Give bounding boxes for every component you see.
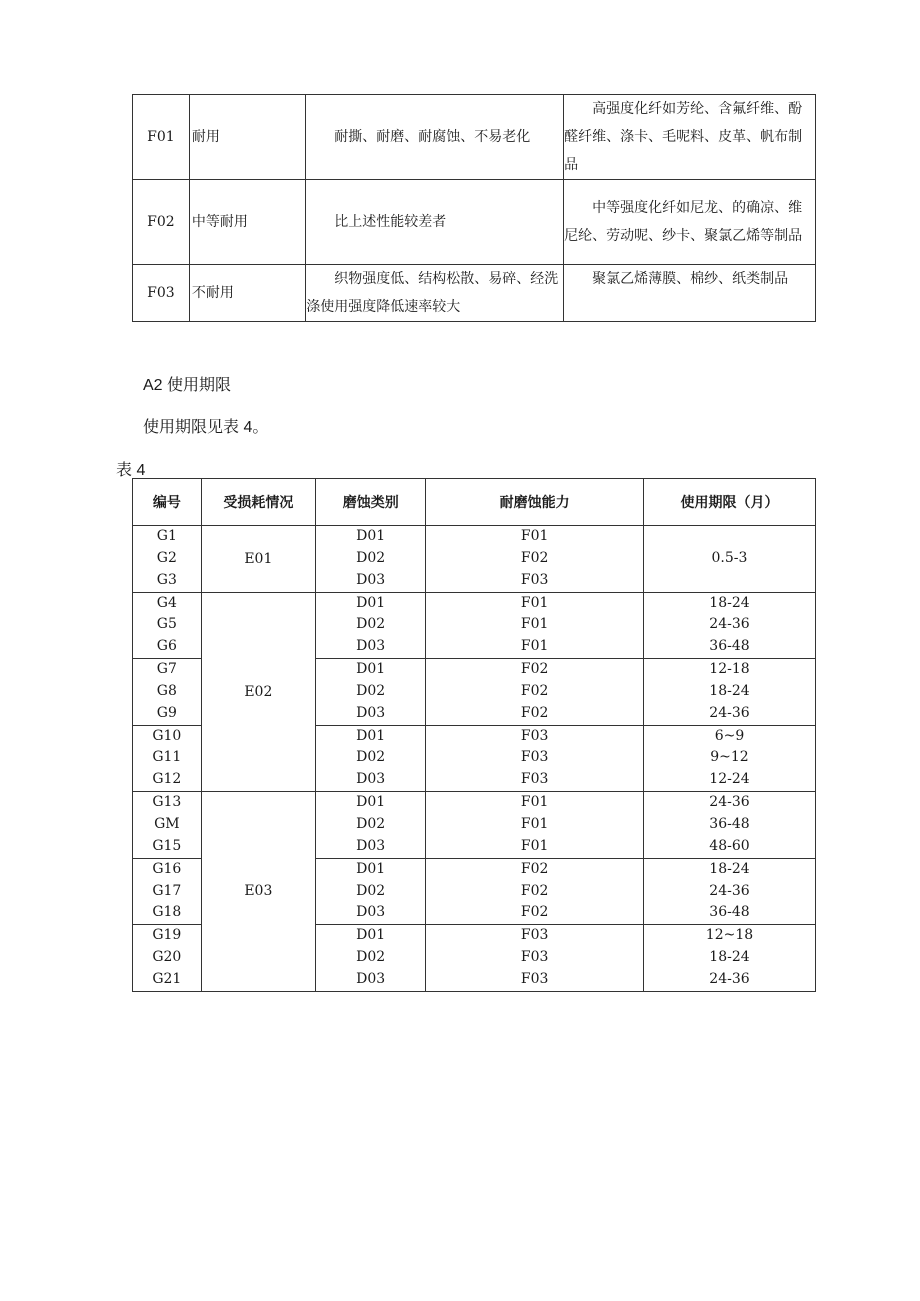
code-cell: [133, 659, 202, 726]
cell-line: D03: [356, 837, 386, 854]
cell-line: G8: [156, 682, 177, 699]
period-cell: [643, 725, 815, 792]
table-row: [133, 95, 816, 180]
cell-line: F03: [520, 949, 549, 966]
cell-line: D03: [356, 970, 386, 987]
cell-line: G10: [152, 727, 182, 744]
cell-line: D01: [356, 794, 386, 811]
cell-line: G2: [156, 549, 177, 566]
durability-table: [132, 94, 816, 322]
cell-line: D03: [356, 638, 386, 655]
cell-line: GM: [154, 815, 180, 832]
code-cell: [133, 925, 202, 992]
code-cell: F01: [133, 95, 190, 180]
class-cell: [316, 526, 426, 593]
class-cell: [316, 592, 426, 659]
cell-line: 24-36: [709, 794, 750, 811]
cell-line: F01: [520, 638, 549, 655]
service-life-table: [132, 478, 816, 992]
cell-line: D01: [356, 727, 386, 744]
cell-line: F03: [520, 571, 549, 588]
cell-line: F03: [520, 749, 549, 766]
cell-line: D03: [356, 904, 386, 921]
class-cell: [316, 725, 426, 792]
cell-line: G12: [152, 771, 182, 788]
cell-line: F02: [520, 904, 549, 921]
properties-cell: 织物强度低、结构松散、易碎、经洗涤使用强度降低速率较大: [306, 265, 564, 322]
code-cell: [133, 792, 202, 859]
cell-line: F01: [520, 594, 549, 611]
table-row: [133, 265, 816, 322]
class-cell: [316, 858, 426, 925]
code-cell: F02: [133, 180, 190, 265]
ability-cell: [426, 925, 644, 992]
cell-line: G18: [152, 904, 182, 921]
cell-line: D01: [356, 528, 386, 544]
cell-line: F03: [520, 970, 549, 987]
cell-line: 36-48: [709, 638, 750, 655]
cell-line: 0.5-3: [711, 549, 748, 566]
cell-line: G9: [156, 704, 177, 721]
table-row: [133, 180, 816, 265]
code-cell: [133, 725, 202, 792]
cell-line: F02: [520, 661, 549, 678]
period-cell: [643, 592, 815, 659]
ability-cell: [426, 725, 644, 792]
ability-cell: [426, 526, 644, 593]
cell-line: D01: [356, 860, 386, 877]
cell-line: 6~9: [714, 727, 745, 744]
cell-line: G13: [152, 794, 182, 811]
damage-cell: E02: [201, 592, 315, 792]
cell-line: F01: [520, 528, 549, 544]
ability-cell: [426, 792, 644, 859]
cell-line: D02: [356, 749, 386, 766]
period-cell: [643, 792, 815, 859]
cell-line: G20: [152, 949, 182, 966]
cell-line: D02: [356, 616, 386, 633]
cell-line: F03: [520, 927, 549, 944]
header-code: 编号: [133, 479, 202, 526]
cell-line: F01: [520, 837, 549, 854]
code-cell: [133, 858, 202, 925]
cell-line: F02: [520, 704, 549, 721]
cell-line: F02: [520, 549, 549, 566]
cell-line: F02: [520, 882, 549, 899]
cell-line: D03: [356, 571, 386, 588]
name-cell: 不耐用: [189, 265, 305, 322]
name-cell: 耐用: [189, 95, 305, 180]
cell-line: 36-48: [709, 904, 750, 921]
table-row: [133, 592, 816, 659]
cell-line: G21: [152, 970, 182, 987]
cell-line: F03: [520, 771, 549, 788]
cell-line: 12-24: [709, 771, 750, 788]
header-damage: 受损耗情况: [201, 479, 315, 526]
cell-line: 9~12: [710, 749, 749, 766]
cell-line: G3: [156, 571, 177, 588]
cell-line: 36-48: [709, 815, 750, 832]
cell-line: 18-24: [709, 860, 750, 877]
properties-cell: 耐撕、耐磨、耐腐蚀、不易老化: [306, 95, 564, 180]
period-cell: [643, 659, 815, 726]
cell-line: D02: [356, 682, 386, 699]
cell-line: G19: [152, 927, 182, 944]
properties-cell: 比上述性能较差者: [306, 180, 564, 265]
cell-line: D01: [356, 594, 386, 611]
cell-line: 18-24: [709, 682, 750, 699]
cell-line: F02: [520, 682, 549, 699]
cell-line: F01: [520, 616, 549, 633]
cell-line: 24-36: [709, 616, 750, 633]
ability-cell: [426, 858, 644, 925]
name-cell: 中等耐用: [189, 180, 305, 265]
section-heading: A2 使用期限: [143, 377, 232, 394]
cell-line: D02: [356, 549, 386, 566]
period-cell: [643, 526, 815, 593]
materials-cell: 高强度化纤如芳纶、含氟纤维、酚醛纤维、涤卡、毛呢料、皮革、帆布制品: [564, 95, 816, 180]
cell-line: 12-18: [709, 661, 750, 678]
cell-line: 24-36: [709, 970, 750, 987]
cell-line: 24-36: [709, 882, 750, 899]
materials-cell: 中等强度化纤如尼龙、的确凉、维尼纶、劳动呢、纱卡、聚氯乙烯等制品: [564, 180, 816, 265]
cell-line: 12~18: [705, 927, 754, 944]
header-row: [133, 479, 816, 526]
cell-line: 18-24: [709, 949, 750, 966]
cell-line: D02: [356, 949, 386, 966]
cell-line: 24-36: [709, 704, 750, 721]
cell-line: F01: [520, 794, 549, 811]
cell-line: D01: [356, 661, 386, 678]
header-ability: 耐磨蚀能力: [426, 479, 644, 526]
table-body: [133, 526, 816, 992]
damage-cell: E01: [201, 526, 315, 593]
cell-line: D03: [356, 771, 386, 788]
cell-line: G16: [152, 860, 182, 877]
code-cell: [133, 526, 202, 593]
cell-line: G17: [152, 882, 182, 899]
table-row: [133, 792, 816, 859]
cell-line: G6: [156, 638, 177, 655]
cell-line: D02: [356, 815, 386, 832]
table-row: [133, 526, 816, 593]
cell-line: F01: [520, 815, 549, 832]
class-cell: [316, 925, 426, 992]
code-cell: [133, 592, 202, 659]
section-intro: 使用期限见表 4。: [143, 419, 269, 436]
period-cell: [643, 925, 815, 992]
code-cell: F03: [133, 265, 190, 322]
cell-line: D02: [356, 882, 386, 899]
cell-line: 48-60: [709, 837, 750, 854]
period-cell: [643, 858, 815, 925]
cell-line: G4: [156, 594, 177, 611]
cell-line: F02: [520, 860, 549, 877]
table-caption: 表 4: [116, 462, 146, 479]
ability-cell: [426, 592, 644, 659]
damage-cell: E03: [201, 792, 315, 992]
cell-line: G7: [156, 661, 177, 678]
cell-line: F03: [520, 727, 549, 744]
class-cell: [316, 659, 426, 726]
cell-line: G11: [152, 749, 182, 766]
materials-cell: 聚氯乙烯薄膜、棉纱、纸类制品: [564, 265, 816, 322]
cell-line: G15: [152, 837, 182, 854]
class-cell: [316, 792, 426, 859]
cell-line: D03: [356, 704, 386, 721]
header-class: 磨蚀类别: [316, 479, 426, 526]
cell-line: 18-24: [709, 594, 750, 611]
cell-line: G1: [156, 528, 177, 544]
header-period: 使用期限（月）: [643, 479, 815, 526]
cell-line: D01: [356, 927, 386, 944]
ability-cell: [426, 659, 644, 726]
cell-line: G5: [156, 616, 177, 633]
